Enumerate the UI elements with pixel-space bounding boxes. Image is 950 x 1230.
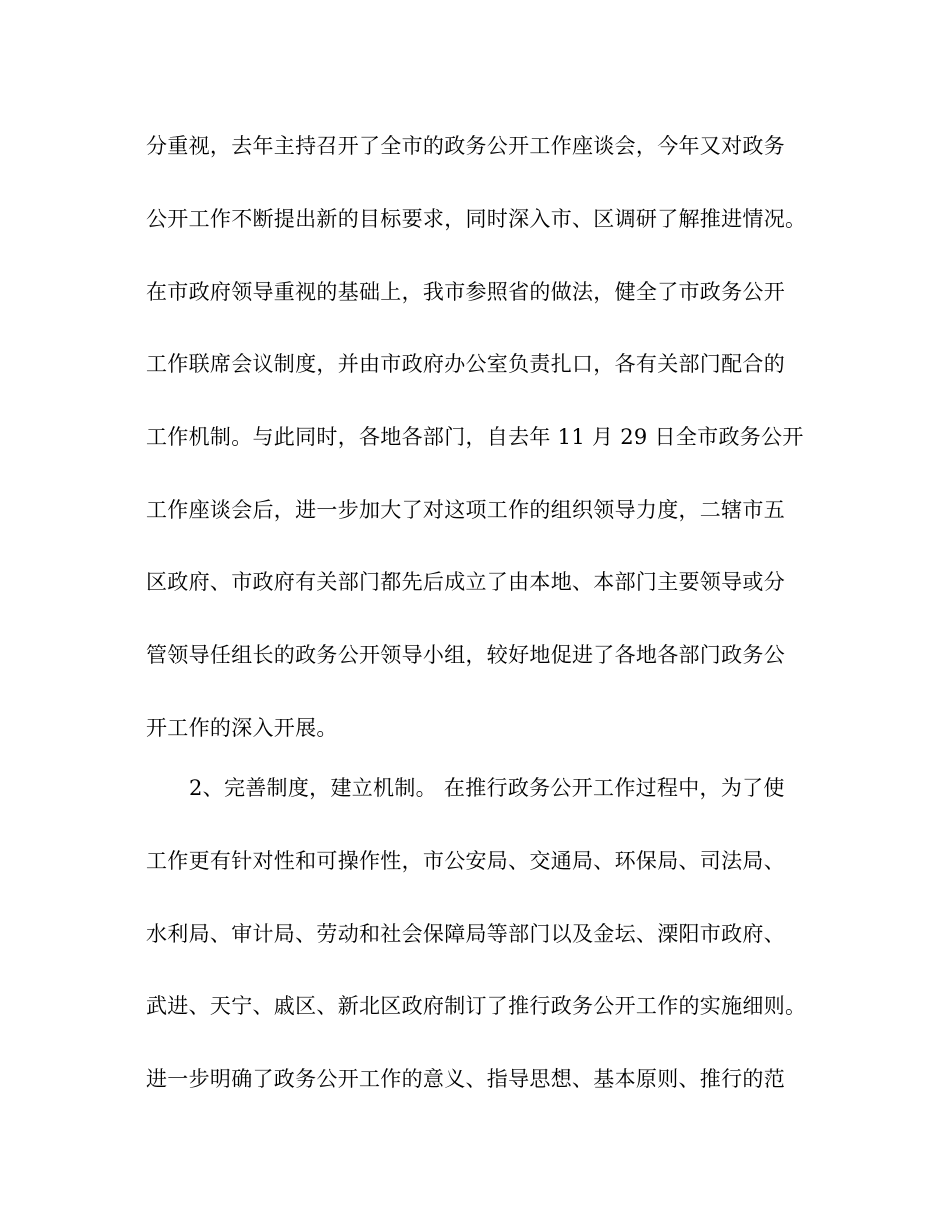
text-line: 区政府、市政府有关部门都先后成立了由本地、本部门主要领导或分 <box>146 570 785 594</box>
text-line: 分重视，去年主持召开了全市的政务公开工作座谈会，今年又对政务 <box>146 134 785 158</box>
text-line: 工作座谈会后，进一步加大了对这项工作的组织领导力度，二辖市五 <box>146 498 785 522</box>
text-line: 工作联席会议制度，并由市政府办公室负责扎口，各有关部门配合的 <box>146 352 785 376</box>
text-line: 开工作的深入开展。 <box>146 716 338 740</box>
text-line: 工作更有针对性和可操作性，市公安局、交通局、环保局、司法局、 <box>146 849 785 873</box>
text-line: 工作机制。与此同时，各地各部门，自去年 11 月 29 日全市政务公开 <box>146 425 804 449</box>
text-line: 武进、天宁、戚区、新北区政府制订了推行政务公开工作的实施细则。 <box>146 994 807 1018</box>
text-line: 公开工作不断提出新的目标要求，同时深入市、区调研了解推进情况。 <box>146 207 807 231</box>
paragraph-start-line: 2、完善制度，建立机制。 在推行政务公开工作过程中，为了使 <box>189 776 785 800</box>
text-line: 在市政府领导重视的基础上，我市参照省的做法，健全了市政务公开 <box>146 280 785 304</box>
text-line: 水利局、审计局、劳动和社会保障局等部门以及金坛、溧阳市政府、 <box>146 922 785 946</box>
text-line: 进一步明确了政务公开工作的意义、指导思想、基本原则、推行的范 <box>146 1067 785 1091</box>
text-line: 管领导任组长的政务公开领导小组，较好地促进了各地各部门政务公 <box>146 643 785 667</box>
